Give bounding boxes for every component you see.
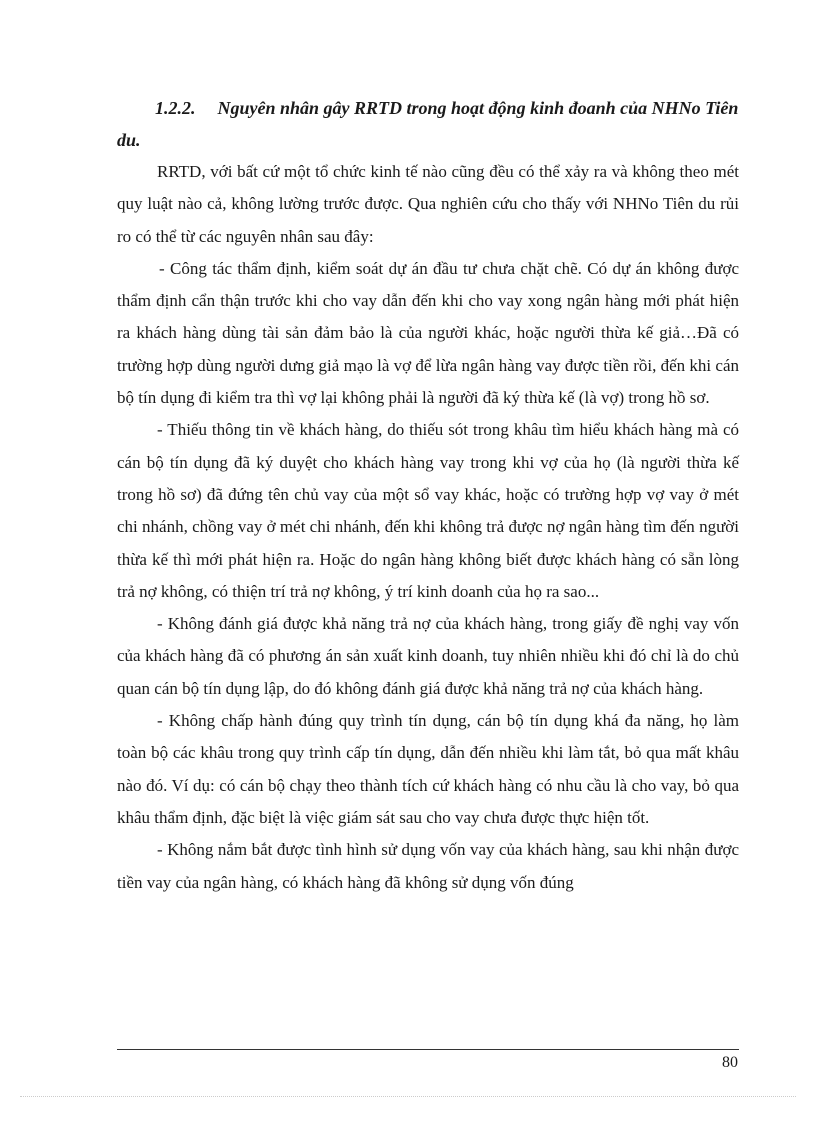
footer-divider [117, 1049, 739, 1050]
section-number: 1.2.2. [155, 98, 196, 118]
paragraph-repayment-ability: - Không đánh giá được khả năng trả nợ của khách hàng, trong giấy đề nghị vay vốn của khách hàng đã có phương án sản xuất kinh doanh, tuy nhiên nhiều khi đó chỉ là do chủ quan cán bộ tín dụng lập, do đó không đánh giá được khả năng trả nợ của khách hàng. [117, 614, 739, 698]
paragraph-credit-procedure: - Không chấp hành đúng quy trình tín dụng, cán bộ tín dụng khá đa năng, họ làm toàn bộ các khâu trong quy trình cấp tín dụng, dẫn đến nhiều khi làm tắt, bỏ qua mất khâu nào đó. Ví dụ: có cán bộ chạy theo thành tích cứ khách hàng có nhu cầu là cho vay, bỏ qua khâu thẩm định, đặc biệt là việc giám sát sau cho vay chưa được thực hiện tốt. [117, 711, 739, 827]
document-page [117, 92, 739, 899]
page-number: 80 [722, 1054, 738, 1071]
paragraph-loan-usage: - Không nắm bắt được tình hình sử dụng vốn vay của khách hàng, sau khi nhận được tiền vay của ngân hàng, có khách hàng đã không sử dụng vốn đúng [117, 840, 739, 892]
page-bottom-dotted-line [20, 1096, 796, 1097]
section-title: Nguyên nhân gây RRTD trong hoạt động kinh đoanh của NHNo Tiên du. [117, 98, 739, 150]
section-heading [117, 92, 739, 156]
paragraph-customer-info: - Thiếu thông tin về khách hàng, do thiếu sót trong khâu tìm hiểu khách hàng mà có cán bộ tín dụng đã ký duyệt cho khách hàng vay trong khi vợ của họ (là người thừa kế trong hồ sơ) đã đứng tên chủ vay của một sổ vay khác, hoặc có trường hợp vợ vay ở mét chi nhánh, chồng vay ở mét chi nhánh, đến khi không trả được nợ ngân hàng tìm đến người thừa kế thì mới phát hiện ra. Hoặc do ngân hàng không biết được khách hàng có sẵn lòng trả nợ không, có thiện trí trả nợ không, ý trí kinh doanh của họ ra sao... [117, 420, 739, 601]
paragraph-appraisal: - Công tác thẩm định, kiểm soát dự án đầu tư chưa chặt chẽ. Có dự án không được thẩm định cẩn thận trước khi cho vay dẫn đến khi cho vay xong ngân hàng mới phát hiện ra khách hàng dùng tài sản đảm bảo là của người khác, hoặc người thừa kế giả…Đã có trường hợp dùng người dưng giả mạo là vợ để lừa ngân hàng vay được tiền rồi, đến khi cán bộ tín dụng đi kiểm tra thì vợ lại không phải là người đã ký thừa kế (là vợ) trong hồ sơ. [117, 258, 739, 408]
paragraph-intro: RRTD, với bất cứ một tổ chức kinh tế nào cũng đều có thể xảy ra và không theo mét quy luật nào cả, không lường trước được. Qua nghiên cứu cho thấy với NHNo Tiên du rủi ro có thể từ các nguyên nhân sau đây: [117, 162, 739, 246]
